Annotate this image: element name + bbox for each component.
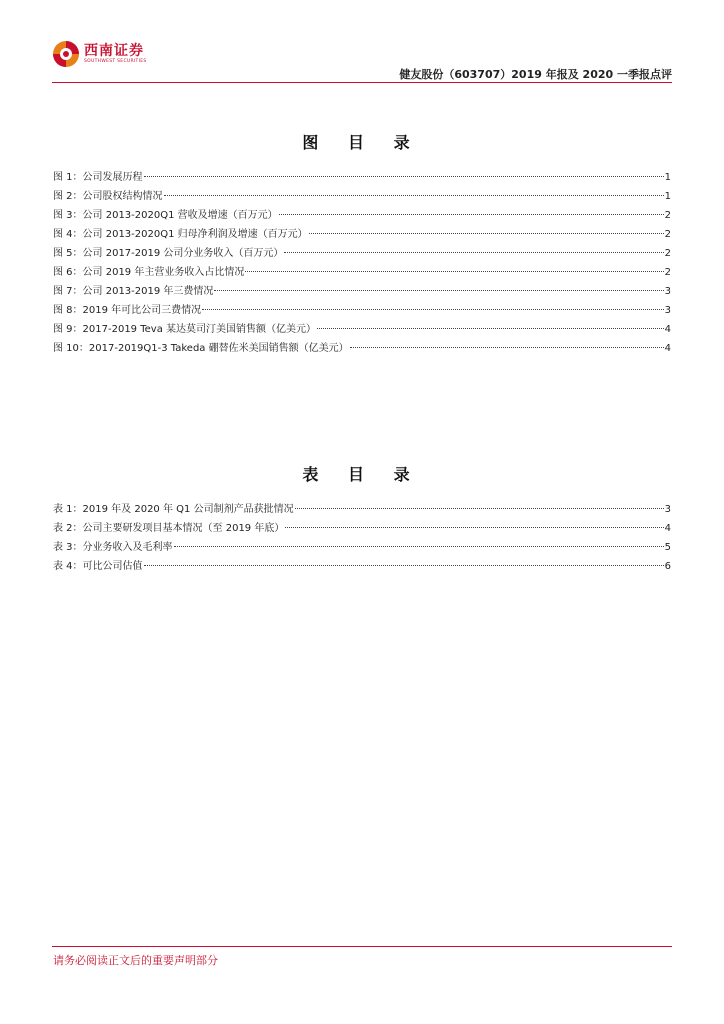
toc-entry-page: 3 [664,305,671,316]
toc-entry[interactable] [53,282,671,301]
toc-leader-dots [317,328,664,329]
toc-leader-dots [285,527,663,528]
toc-entry-label: 图 6：公司 2019 年主营业务收入占比情况 [53,267,245,278]
toc-entry[interactable] [53,301,671,320]
figures-toc-title: 图 目 录 [302,133,422,152]
toc-entry-label: 图 8：2019 年可比公司三费情况 [53,305,202,316]
toc-entry-label: 图 9：2017-2019 Teva 某达莫司汀美国销售额（亿美元） [53,324,317,335]
toc-entry-label: 图 2：公司股权结构情况 [53,191,163,202]
toc-entry-page: 2 [664,248,671,259]
logo-name-cn: 西南证券 [84,43,144,59]
toc-entry[interactable] [53,263,671,282]
toc-leader-dots [245,271,663,272]
toc-entry-page: 3 [664,286,671,297]
toc-entry-page: 1 [664,172,671,183]
toc-entry-label: 图 7：公司 2013-2019 年三费情况 [53,286,214,297]
toc-entry-label: 图 10：2017-2019Q1-3 Takeda 硼替佐米美国销售额（亿美元） [53,343,349,354]
toc-entry-page: 4 [664,324,671,335]
toc-leader-dots [202,309,663,310]
toc-entry-page: 2 [664,267,671,278]
toc-entry[interactable] [53,244,671,263]
toc-leader-dots [174,546,664,547]
toc-leader-dots [279,214,664,215]
toc-entry[interactable] [53,500,671,519]
footer-divider [52,946,672,947]
toc-entry-page: 2 [664,210,671,221]
toc-leader-dots [164,195,664,196]
toc-entry[interactable] [53,339,671,358]
tables-toc-title: 表 目 录 [302,465,422,484]
toc-entry[interactable] [53,538,671,557]
toc-entry[interactable] [53,225,671,244]
toc-leader-dots [284,252,663,253]
page-header [52,40,672,84]
header-divider [52,82,672,83]
toc-entry-page: 6 [664,561,671,572]
tables-toc-list [53,500,671,576]
toc-entry-page: 5 [664,542,671,553]
toc-entry-page: 4 [664,523,671,534]
report-title: 健友股份（603707）2019 年报及 2020 一季报点评 [399,68,672,81]
toc-entry-label: 图 3：公司 2013-2020Q1 营收及增速（百万元） [53,210,278,221]
toc-leader-dots [144,176,664,177]
toc-leader-dots [309,233,664,234]
figures-toc-list [53,168,671,358]
toc-entry[interactable] [53,519,671,538]
toc-entry-page: 1 [664,191,671,202]
toc-leader-dots [295,508,664,509]
company-logo [52,40,147,68]
toc-leader-dots [350,347,664,348]
toc-entry[interactable] [53,206,671,225]
toc-leader-dots [144,565,664,566]
toc-entry-label: 图 1：公司发展历程 [53,172,143,183]
logo-icon [52,40,80,68]
toc-entry[interactable] [53,187,671,206]
toc-entry-label: 表 4：可比公司估值 [53,561,143,572]
toc-entry-page: 4 [664,343,671,354]
toc-entry[interactable] [53,168,671,187]
toc-entry[interactable] [53,320,671,339]
toc-entry-label: 表 1：2019 年及 2020 年 Q1 公司制剂产品获批情况 [53,504,294,515]
toc-leader-dots [214,290,663,291]
toc-entry-label: 表 3：分业务收入及毛利率 [53,542,173,553]
toc-entry-label: 图 5：公司 2017-2019 公司分业务收入（百万元） [53,248,284,259]
logo-name-en: SOUTHWEST SECURITIES [84,59,147,64]
toc-entry[interactable] [53,557,671,576]
toc-entry-page: 3 [664,504,671,515]
footer-notice: 请务必阅读正文后的重要声明部分 [53,954,218,967]
toc-entry-label: 图 4：公司 2013-2020Q1 归母净利润及增速（百万元） [53,229,308,240]
toc-entry-page: 2 [664,229,671,240]
toc-entry-label: 表 2：公司主要研发项目基本情况（至 2019 年底） [53,523,285,534]
